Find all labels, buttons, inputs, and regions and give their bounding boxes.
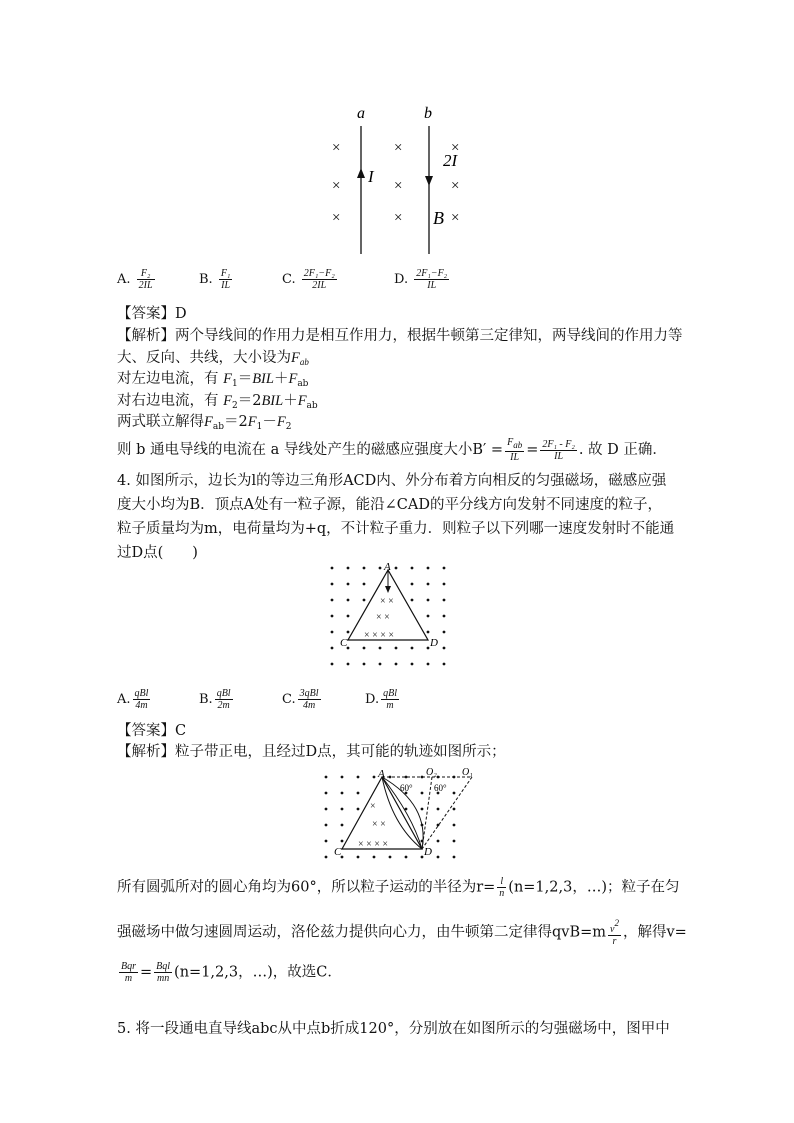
field-dot	[331, 583, 334, 586]
field-dot	[347, 567, 350, 570]
field-dot	[325, 776, 328, 779]
field-dot	[427, 567, 430, 570]
q4-stem-1: 4. 如图所示，边长为l的等边三角形ACD内、外分布着方向相反的匀强磁场，磁感应强	[117, 473, 667, 489]
svg-text:× ×: × ×	[376, 612, 390, 623]
field-dot	[421, 808, 424, 811]
field-dot	[453, 840, 456, 843]
q3-analysis-1: 【解析】两个导线间的作用力是相互作用力，根据牛顿第三定律知，两导线间的作用力等	[117, 328, 683, 344]
field-dot	[341, 824, 344, 827]
q3-analysis-2: 大、反向、共线，大小设为$F_{ab}$	[117, 350, 309, 367]
field-dot	[325, 840, 328, 843]
field-dot	[347, 583, 350, 586]
field-dot	[405, 776, 408, 779]
field-dot	[379, 647, 382, 650]
label-O2: O₂	[426, 767, 437, 778]
field-dot	[443, 631, 446, 634]
field-dot	[357, 856, 360, 859]
field-dot	[411, 663, 414, 666]
field-dot	[427, 631, 430, 634]
svg-text:×: ×	[332, 140, 341, 156]
field-dot	[405, 856, 408, 859]
field-dot	[411, 647, 414, 650]
q3-option-b: B. $\frac{\text{F₁}}{IL}$	[199, 268, 231, 291]
label-O1: O₁	[462, 767, 473, 778]
arrow-up-icon	[357, 168, 365, 178]
field-dot	[437, 808, 440, 811]
field-dot	[427, 599, 430, 602]
q3-solve: 两式联立解得$F_{ab}=2F_1-F_2$	[117, 414, 292, 432]
field-dot	[325, 824, 328, 827]
label-C: C	[340, 637, 348, 649]
q4-stem-3: 粒子质量均为m，电荷量均为+q，不计粒子重力．则粒子以下列哪一速度发射时不能通	[117, 521, 675, 537]
field-dot	[373, 856, 376, 859]
field-dot	[443, 567, 446, 570]
field-dot	[341, 840, 344, 843]
field-dot	[363, 599, 366, 602]
field-dot	[427, 583, 430, 586]
field-dot	[331, 567, 334, 570]
label-a: a	[357, 105, 365, 122]
field-dot	[443, 599, 446, 602]
q3-left-current: 对左边电流，有 $F_1=BIL+F_{ab}$	[117, 371, 309, 389]
field-dot	[443, 615, 446, 618]
field-dot	[341, 776, 344, 779]
field-dot	[331, 631, 334, 634]
angle-label-2: 60°	[434, 783, 447, 793]
q4-analysis-2: 所有圆弧所对的圆心角均为60°，所以粒子运动的半径为r= $\frac{l}{n}$ (n=1,2,3，…)；粒子在匀	[117, 876, 680, 899]
q4-analysis-4: $\frac{\text{Bqr}}{m}$ = $\frac{\text{Bql}}{mn}$ (n=1,2,3，…)，故选C．	[121, 961, 342, 984]
field-dot	[379, 663, 382, 666]
field-dot	[437, 856, 440, 859]
field-dot	[421, 856, 424, 859]
svg-text:×: ×	[332, 178, 341, 194]
q4-answer: 【答案】C	[117, 723, 187, 739]
field-dot	[341, 808, 344, 811]
field-dot	[357, 776, 360, 779]
field-dot	[347, 663, 350, 666]
field-dot	[437, 840, 440, 843]
q4-option-c: C. $\frac{\text{3qBl}}{4m}$	[282, 688, 319, 711]
svg-text:×: ×	[370, 801, 376, 812]
q3-option-c: C. $\frac{\text{2F₁−F₂}}{2IL}$	[282, 268, 335, 291]
field-dot	[373, 776, 376, 779]
field-dot	[395, 663, 398, 666]
label-A2: A	[378, 768, 385, 780]
q3-option-a: A. $\frac{\text{F₂}}{2IL}$	[117, 268, 153, 291]
field-dot	[453, 808, 456, 811]
figure-wires	[320, 100, 480, 260]
field-dot	[421, 792, 424, 795]
q4-option-b: B. $\frac{\text{qBl}}{2m}$	[199, 688, 231, 711]
svg-text:× ×: × ×	[380, 596, 394, 607]
field-dot	[331, 647, 334, 650]
field-dot	[363, 583, 366, 586]
label-D: D	[430, 637, 438, 649]
q4-analysis-3: 强磁场中做匀速圆周运动，洛伦兹力提供向心力，由牛顿第二定律得qvB=m $\frac{v2}{r}$ ，解得v=	[117, 918, 687, 947]
svg-text:×: ×	[451, 140, 460, 156]
q3-answer: 【答案】D	[117, 306, 187, 322]
svg-text:×: ×	[451, 178, 460, 194]
svg-text:× × × ×: × × × ×	[364, 630, 395, 641]
svg-text:×: ×	[451, 210, 460, 226]
field-dot	[427, 663, 430, 666]
field-dot	[331, 615, 334, 618]
field-dot	[379, 567, 382, 570]
field-dot	[427, 615, 430, 618]
field-dot	[347, 615, 350, 618]
label-D2: D	[424, 846, 432, 858]
field-dot	[411, 567, 414, 570]
field-dot	[389, 856, 392, 859]
q4-option-a: A. $\frac{\text{qBl}}{4m}$	[117, 688, 149, 711]
field-dot	[363, 663, 366, 666]
q5-stem-1: 5. 将一段通电直导线abc从中点b折成120°，分别放在如图所示的匀强磁场中，图甲中	[117, 1021, 670, 1037]
field-dot	[411, 599, 414, 602]
q3-right-current: 对右边电流，有 $F_2=2BIL+F_{ab}$	[117, 393, 318, 411]
q4-stem-4: 过D点( )	[117, 545, 198, 561]
field-dot	[331, 663, 334, 666]
field-dot	[325, 856, 328, 859]
field-dot	[357, 792, 360, 795]
field-dot	[443, 647, 446, 650]
field-dot	[443, 583, 446, 586]
field-dot	[325, 808, 328, 811]
svg-text:×: ×	[394, 140, 403, 156]
label-b: b	[424, 105, 432, 122]
label-A: A	[384, 561, 391, 573]
field-dot	[357, 808, 360, 811]
field-dot	[395, 647, 398, 650]
field-dot	[427, 647, 430, 650]
field-dot	[347, 631, 350, 634]
arrow-down-icon	[425, 176, 433, 186]
field-dot	[325, 792, 328, 795]
field-dot	[453, 856, 456, 859]
svg-text:× ×: × ×	[372, 819, 386, 830]
field-dot	[341, 792, 344, 795]
q3-conclusion: 则 b 通电导线的电流在 a 导线处产生的磁感应强度大小B′ = $\frac{\text{Fab}}{IL}$ = $\frac{\text{2F₁ - F₂}}{IL}$ . 故 D 正确．	[117, 437, 667, 463]
figure-triangle	[328, 560, 468, 672]
field-dot	[443, 663, 446, 666]
label-C2: C	[334, 846, 342, 858]
q3-option-d: D. $\frac{\text{2F₁−F₂}}{IL}$	[394, 268, 448, 291]
q4-option-d: D. $\frac{\text{qBl}}{m}$	[365, 688, 397, 711]
label-field-B: B	[433, 208, 444, 228]
label-current-2I: 2I	[443, 151, 458, 170]
field-dot	[331, 599, 334, 602]
field-dot	[347, 599, 350, 602]
field-dot	[363, 567, 366, 570]
field-dot	[453, 824, 456, 827]
angle-label-1: 60°	[400, 783, 413, 793]
field-dot	[395, 567, 398, 570]
field-dot	[411, 583, 414, 586]
q4-stem-2: 度大小均为B．顶点A处有一粒子源，能沿∠CAD的平分线方向发射不同速度的粒子，	[117, 497, 662, 513]
svg-text:× × × ×: × × × ×	[358, 839, 389, 850]
figure-trajectories	[322, 765, 482, 860]
field-dot	[453, 792, 456, 795]
field-dot	[363, 647, 366, 650]
svg-text:×: ×	[332, 210, 341, 226]
label-current-I: I	[368, 167, 374, 186]
svg-text:×: ×	[394, 210, 403, 226]
q4-analysis-1: 【解析】粒子带正电，且经过D点，其可能的轨迹如图所示；	[117, 744, 506, 760]
svg-text:×: ×	[394, 178, 403, 194]
